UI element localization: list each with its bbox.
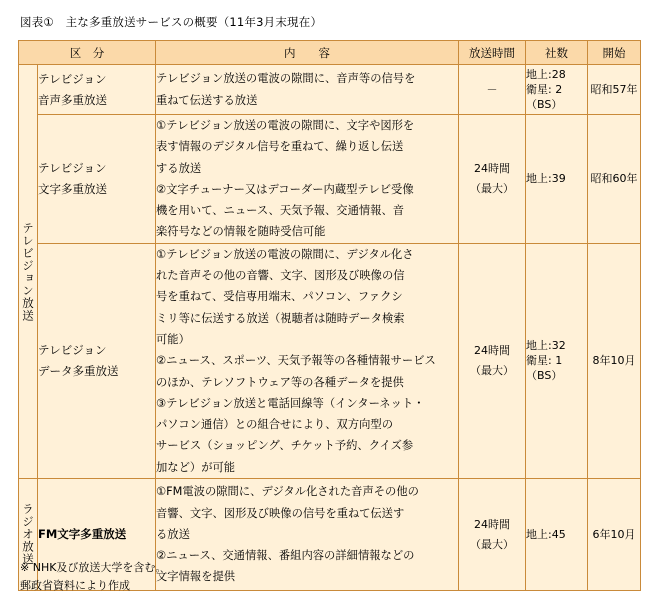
header-category: 区 分 bbox=[19, 41, 156, 65]
text-line: 24時間 bbox=[474, 517, 510, 531]
text-line: のほか、テレソフトウェア等の各種データを提供 bbox=[156, 375, 404, 389]
text-line: 機を用いて、ニュース、天気予報、交通情報、音 bbox=[156, 204, 405, 218]
text-line: テレビジョン bbox=[38, 160, 107, 175]
text-line: テレビジョン放送の電波の隙間に、音声等の信号を bbox=[156, 72, 416, 86]
source-note: 郵政省資料により作成 bbox=[20, 579, 130, 592]
text-line: 重ねて伝送する放送 bbox=[156, 93, 258, 107]
text-line: 衛星: 2 bbox=[526, 83, 563, 96]
service-content bbox=[156, 243, 459, 478]
header-hours: 放送時間 bbox=[459, 41, 526, 65]
service-name bbox=[38, 115, 156, 244]
broadcast-services-table bbox=[18, 40, 641, 591]
text-line: 楽符号などの情報を随時受信可能 bbox=[156, 225, 326, 239]
group-label: ラジオ放送 bbox=[21, 503, 35, 566]
service-content bbox=[156, 115, 459, 244]
text-line: ②ニュース、スポーツ、天気予報等の各種情報サービス bbox=[156, 354, 436, 368]
header-content: 内 容 bbox=[156, 41, 459, 65]
service-content bbox=[156, 479, 459, 591]
table-row bbox=[19, 65, 641, 115]
text-line: 24時間 bbox=[474, 343, 510, 357]
company-count bbox=[526, 115, 588, 244]
text-line: 24時間 bbox=[474, 161, 510, 175]
text-line: 音響、文字、図形及び映像の信号を重ねて伝送す bbox=[156, 506, 405, 520]
text-line: る放送 bbox=[156, 527, 190, 541]
text-line: 号を重ねて、受信専用端末、パソコン、ファクシ bbox=[156, 290, 403, 304]
text-line: － bbox=[486, 82, 498, 96]
service-content bbox=[156, 65, 459, 115]
text-line: テレビジョン bbox=[38, 342, 107, 357]
text-line: する放送 bbox=[156, 161, 202, 175]
broadcast-hours bbox=[459, 115, 526, 244]
header-start: 開始 bbox=[588, 41, 641, 65]
text-line: ①テレビジョン放送の電波の隙間に、デジタル化さ bbox=[156, 247, 414, 261]
text-line: FM文字多重放送 bbox=[38, 527, 127, 542]
start-date: 6年10月 bbox=[588, 479, 641, 591]
text-line: 表す情報のデジタル信号を重ねて、繰り返し伝送 bbox=[156, 140, 404, 154]
text-line: データ多重放送 bbox=[38, 363, 119, 378]
text-line: パソコン通信）との組合せにより、双方向型の bbox=[156, 418, 394, 432]
text-line: 可能） bbox=[156, 332, 190, 346]
broadcast-hours bbox=[459, 243, 526, 478]
table-row bbox=[19, 243, 641, 478]
text-line: （BS） bbox=[526, 369, 563, 383]
text-line: （最大） bbox=[470, 181, 514, 195]
text-line: （最大） bbox=[470, 363, 514, 377]
group-tv bbox=[19, 65, 38, 479]
service-name bbox=[38, 65, 156, 115]
text-line: 衛星: 1 bbox=[526, 354, 563, 368]
start-date: 昭和57年 bbox=[588, 65, 641, 115]
footnote: ※ NHK及び放送大学を含む。 bbox=[20, 561, 167, 574]
text-line: （最大） bbox=[470, 537, 514, 551]
header-companies: 社数 bbox=[526, 41, 588, 65]
company-count bbox=[526, 65, 588, 115]
company-count bbox=[526, 243, 588, 478]
text-line: ②ニュース、交通情報、番組内容の詳細情報などの bbox=[156, 549, 415, 563]
text-line: テレビジョン bbox=[38, 71, 107, 86]
text-line: ミリ等に伝送する放送（視聴者は随時データ検索 bbox=[156, 311, 405, 325]
text-line: 地上:32 bbox=[526, 339, 566, 353]
text-line: 文字情報を提供 bbox=[156, 570, 236, 584]
text-line: 地上:39 bbox=[526, 172, 566, 186]
text-line: 地上:45 bbox=[526, 528, 566, 542]
service-name bbox=[38, 243, 156, 478]
figure-title: 図表① 主な多重放送サービスの概要（11年3月末現在） bbox=[20, 15, 323, 29]
start-date: 昭和60年 bbox=[588, 115, 641, 244]
table-row bbox=[19, 115, 641, 244]
text-line: （BS） bbox=[526, 98, 563, 111]
text-line: ③テレビジョン放送と電話回線等（インターネット・ bbox=[156, 396, 425, 410]
table-header-row bbox=[19, 41, 641, 65]
text-line: 音声多重放送 bbox=[38, 92, 107, 107]
text-line: 加など）が可能 bbox=[156, 460, 236, 474]
text-line: ①FM電波の隙間に、デジタル化された音声その他の bbox=[156, 485, 419, 499]
text-line: 文字多重放送 bbox=[38, 181, 107, 196]
broadcast-hours bbox=[459, 479, 526, 591]
text-line: 地上:28 bbox=[526, 68, 566, 81]
text-line: れた音声その他の音響、文字、図形及び映像の信 bbox=[156, 269, 405, 283]
company-count bbox=[526, 479, 588, 591]
text-line: サービス（ショッピング、チケット予約、クイズ参 bbox=[156, 439, 414, 453]
broadcast-hours bbox=[459, 65, 526, 115]
start-date: 8年10月 bbox=[588, 243, 641, 478]
text-line: ②文字チューナー又はデコーダー内蔵型テレビ受像 bbox=[156, 182, 414, 196]
text-line: ①テレビジョン放送の電波の隙間に、文字や図形を bbox=[156, 119, 415, 132]
group-label: テレビジョン放送 bbox=[21, 221, 35, 322]
